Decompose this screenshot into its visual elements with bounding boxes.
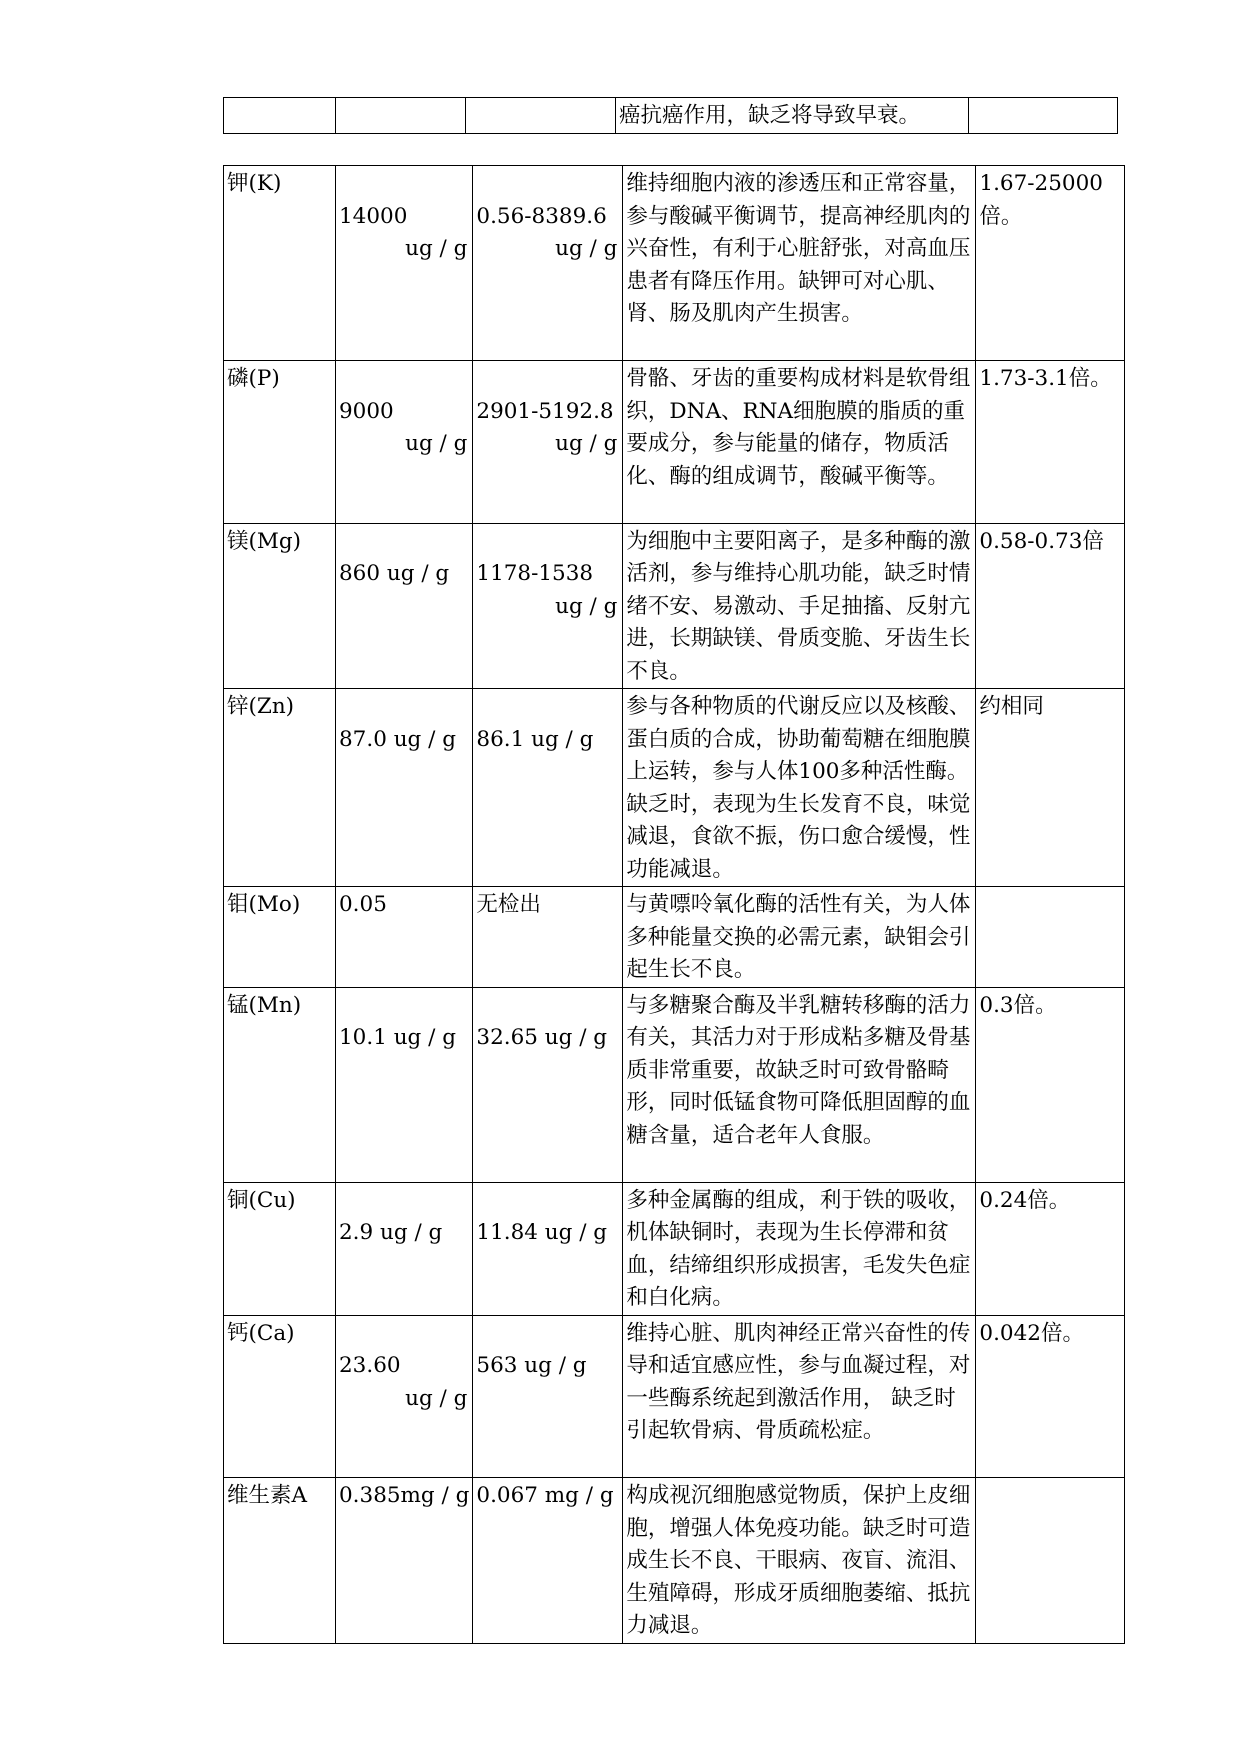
- cell-ratio: [976, 887, 1125, 988]
- measured-value: 11.84 ug / g: [476, 1220, 608, 1245]
- cell-element: 钙(Ca): [224, 1315, 336, 1478]
- cell-measured: [473, 523, 623, 689]
- table-row: [224, 1478, 1125, 1644]
- cell-element: [224, 98, 336, 134]
- cell-element: 钾(K): [224, 166, 336, 361]
- cell-element: 磷(P): [224, 361, 336, 524]
- cell-effect: 与黄嘌呤氧化酶的活性有关，为人体多种能量交换的必需元素，缺钼会引起生长不良。: [623, 887, 976, 988]
- cell-standard: [336, 1315, 473, 1478]
- cell-standard: [336, 689, 473, 887]
- table-row: [224, 361, 1125, 524]
- cell-ratio: 0.24倍。: [976, 1182, 1125, 1315]
- cell-element: 维生素A: [224, 1478, 336, 1644]
- cell-standard: [336, 361, 473, 524]
- cell-standard: [336, 166, 473, 361]
- cell-standard: [336, 98, 466, 134]
- cell-measured: [473, 166, 623, 361]
- cell-measured: [466, 98, 616, 134]
- table-row: [224, 98, 1118, 134]
- standard-value: 14000: [339, 203, 408, 229]
- cell-standard: [336, 523, 473, 689]
- cell-measured: [473, 1182, 623, 1315]
- measured-unit: ug / g: [555, 431, 618, 456]
- measured-value: 86.1 ug / g: [476, 726, 594, 752]
- cell-measured: [473, 1315, 623, 1478]
- cell-measured: 无检出: [473, 887, 623, 988]
- table-row: [224, 987, 1125, 1182]
- cell-effect: 维持细胞内液的渗透压和正常容量，参与酸碱平衡调节，提高神经肌肉的兴奋性，有利于心脏舒张，对高血压患者有降压作用。缺钾可对心肌、肾、肠及肌肉产生损害。: [623, 166, 976, 361]
- cell-element: 锌(Zn): [224, 689, 336, 887]
- measured-value: 563 ug / g: [476, 1353, 587, 1378]
- standard-unit: ug / g: [405, 1385, 468, 1411]
- continued-table-fragment: [223, 97, 1118, 134]
- cell-element: 锰(Mn): [224, 987, 336, 1182]
- standard-value: 87.0 ug / g: [339, 726, 456, 752]
- cell-element: 铜(Cu): [224, 1182, 336, 1315]
- standard-value: 860 ug / g: [339, 561, 450, 586]
- cell-effect: 构成视沉细胞感觉物质，保护上皮细胞，增强人体免疫功能。缺乏时可造成生长不良、干眼病、夜盲、流泪、生殖障碍，形成牙质细胞萎缩、抵抗力减退。: [623, 1478, 976, 1644]
- measured-value: 0.56-8389.6: [476, 203, 607, 229]
- standard-value: 2.9 ug / g: [339, 1220, 443, 1245]
- measured-value: 2901-5192.8: [476, 398, 614, 424]
- cell-element: 钼(Mo): [224, 887, 336, 988]
- measured-value: 32.65 ug / g: [476, 1025, 608, 1050]
- cell-effect: 维持心脏、肌肉神经正常兴奋性的传导和适宜感应性，参与血凝过程，对一些酶系统起到激活作用， 缺乏时引起软骨病、骨质疏松症。: [623, 1315, 976, 1478]
- standard-unit: ug / g: [405, 431, 468, 456]
- cell-ratio: 约相同: [976, 689, 1125, 887]
- measured-unit: ug / g: [555, 593, 618, 619]
- standard-unit: ug / g: [405, 236, 468, 261]
- cell-effect: 为细胞中主要阳离子，是多种酶的激活剂，参与维持心肌功能，缺乏时情绪不安、易激动、手足抽搐、反射亢进，长期缺镁、骨质变脆、牙齿生长不良。: [623, 523, 976, 689]
- cell-measured: [473, 361, 623, 524]
- cell-effect: 与多糖聚合酶及半乳糖转移酶的活力有关，其活力对于形成粘多糖及骨基质非常重要，故缺乏时可致骨骼畸形，同时低锰食物可降低胆固醇的血糖含量，适合老年人食服。: [623, 987, 976, 1182]
- measured-unit: ug / g: [555, 236, 618, 261]
- cell-element: 镁(Mg): [224, 523, 336, 689]
- cell-effect: 多种金属酶的组成，利于铁的吸收，机体缺铜时，表现为生长停滞和贫血，结缔组织形成损害，毛发失色症和白化病。: [623, 1182, 976, 1315]
- table-row: [224, 887, 1125, 988]
- cell-ratio: [969, 98, 1118, 134]
- cell-standard: 0.05: [336, 887, 473, 988]
- table-row: [224, 166, 1125, 361]
- standard-value: 9000: [339, 398, 394, 424]
- cell-ratio: 0.58-0.73倍: [976, 523, 1125, 689]
- cell-effect: 癌抗癌作用，缺乏将导致早衰。: [616, 98, 969, 134]
- cell-ratio: 1.67-25000倍。: [976, 166, 1125, 361]
- standard-value: 23.60: [339, 1353, 401, 1378]
- nutrient-table: [223, 165, 1125, 1644]
- cell-measured: [473, 689, 623, 887]
- measured-value: 1178-1538: [476, 561, 594, 586]
- cell-standard: [336, 1182, 473, 1315]
- table-row: [224, 523, 1125, 689]
- table-row: [224, 1182, 1125, 1315]
- standard-value: 10.1 ug / g: [339, 1025, 456, 1050]
- cell-ratio: 0.3倍。: [976, 987, 1125, 1182]
- cell-effect: 骨骼、牙齿的重要构成材料是软骨组织，DNA、RNA细胞膜的脂质的重要成分，参与能量的储存，物质活化、酶的组成调节，酸碱平衡等。: [623, 361, 976, 524]
- cell-standard: [336, 987, 473, 1182]
- table-row: [224, 1315, 1125, 1478]
- cell-measured: 0.067 mg / g: [473, 1478, 623, 1644]
- cell-ratio: 0.042倍。: [976, 1315, 1125, 1478]
- cell-ratio: [976, 1478, 1125, 1644]
- cell-effect: 参与各种物质的代谢反应以及核酸、蛋白质的合成，协助葡萄糖在细胞膜上运转，参与人体100多种活性酶。缺乏时，表现为生长发育不良，味觉减退，食欲不振，伤口愈合缓慢，性功能减退。: [623, 689, 976, 887]
- table-row: [224, 689, 1125, 887]
- cell-standard: 0.385mg / g: [336, 1478, 473, 1644]
- cell-ratio: 1.73-3.1倍。: [976, 361, 1125, 524]
- cell-measured: [473, 987, 623, 1182]
